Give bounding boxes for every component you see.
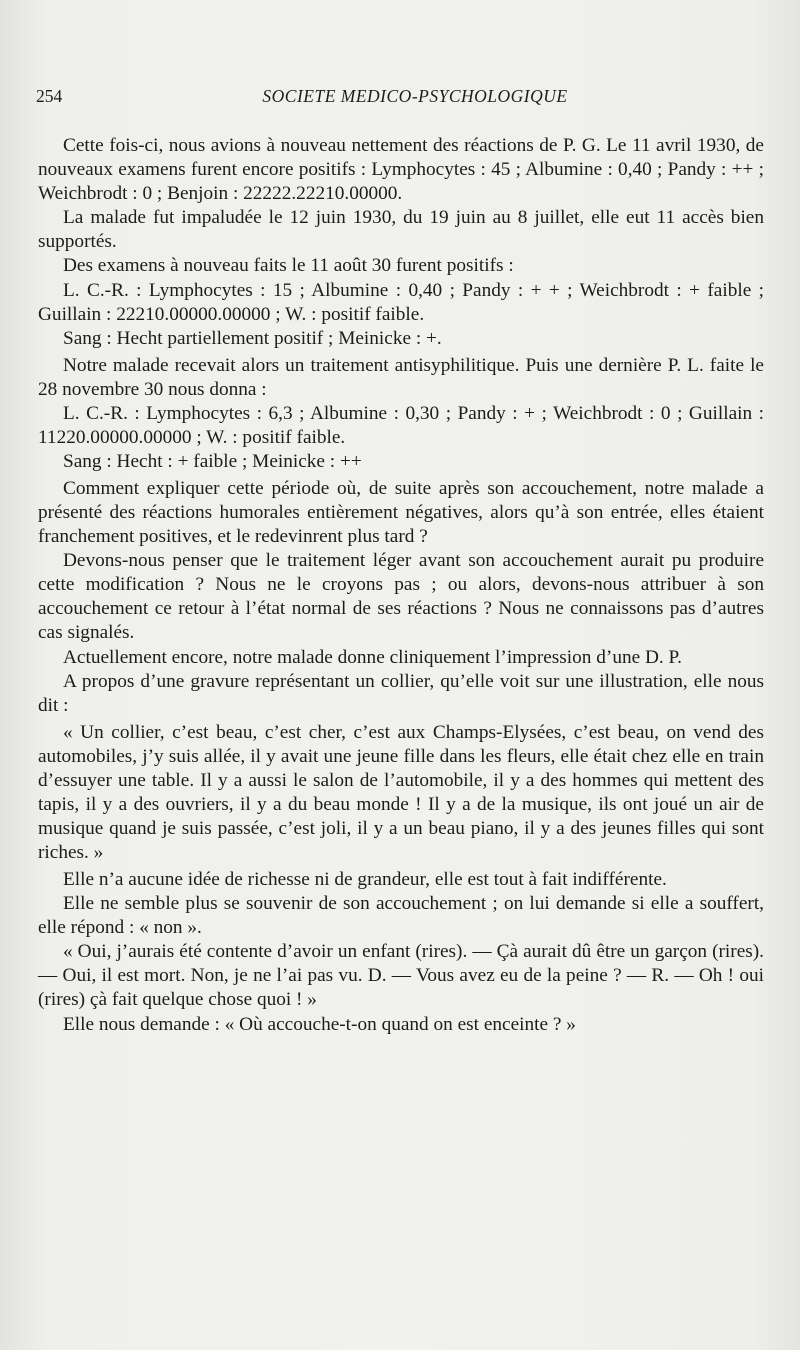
paragraph-4: L. C.-R. : Lymphocytes : 15 ; Albumine : 0,40 ; Pandy : + + ; Weichbrodt : + faible ; Guillain : 22210.00000.00000 ; W. : positif faible. xyxy=(38,279,764,325)
paragraph-6: Notre malade recevait alors un traitement antisyphilitique. Puis une dernière P. L. faite le 28 novembre 30 nous donna : xyxy=(38,354,764,400)
paragraph-2: La malade fut impaludée le 12 juin 1930, du 19 juin au 8 juillet, elle eut 11 accès bien supportés. xyxy=(38,207,764,253)
body-text xyxy=(38,134,764,1037)
paragraph-3: Des examens à nouveau faits le 11 août 30 furent positifs : xyxy=(63,255,514,277)
paragraph-14: Elle n’a aucune idée de richesse ni de grandeur, elle est tout à fait indifférente. xyxy=(63,869,667,890)
paragraph-5: Sang : Hecht partiellement positif ; Meinicke : +. xyxy=(63,327,442,349)
paragraph-11: Actuellement encore, notre malade donne cliniquement l’impression d’une D. P. xyxy=(63,646,682,668)
paragraph-10: Devons-nous penser que le traitement léger avant son accouchement aurait pu produire cette modification ? Nous ne le croyons pas ; ou alors, devons-nous attribuer à son accouchement ce retour à l’état normal de ses réactions ? Nous ne connaissons pas d’autres cas signalés. xyxy=(38,550,764,644)
paragraph-7: L. C.-R. : Lymphocytes : 6,3 ; Albumine : 0,30 ; Pandy : + ; Weichbrodt : 0 ; Guillain : 11220.00000.00000 ; W. : positif faible. xyxy=(38,402,764,448)
paragraph-15: Elle ne semble plus se souvenir de son accouchement ; on lui demande si elle a souffert, elle répond : « non ». xyxy=(38,893,764,939)
paragraph-13: « Un collier, c’est beau, c’est cher, c’est aux Champs-Elysées, c’est beau, on vend des automobiles, j’y suis allée, il y avait une jeune fille dans les fleurs, elle était chez elle en train d’essuyer une table. Il y a aussi le salon de l’automobile, il y a des hommes qui mettent des tapis, il y a des ouvriers, il y a du beau monde ! Il y a de la musique, ils ont joué un air de musique quand je suis passée, c’est joli, il y a un beau piano, il y a des jeunes filles qui sont riches. » xyxy=(38,721,764,864)
paragraph-12: A propos d’une gravure représentant un collier, qu’elle voit sur une illustration, elle nous dit : xyxy=(38,670,764,716)
paragraph-1: Cette fois-ci, nous avions à nouveau nettement des réactions de P. G. Le 11 avril 1930, de nouveaux examens furent encore positifs : Lymphocytes : 45 ; Albumine : 0,40 ; Pandy : ++ ; Weichbrodt : 0 ; Benjoin : 22222.22210.00000. xyxy=(38,135,764,205)
running-title: SOCIETE MEDICO-PSYCHOLOGIQUE xyxy=(262,86,568,106)
paragraph-17: Elle nous demande : « Où accouche-t-on quand on est enceinte ? » xyxy=(63,1013,576,1035)
paragraph-9: Comment expliquer cette période où, de suite après son accouchement, notre malade a présenté des réactions humorales entièrement négatives, alors qu’à son entrée, elles étaient franchement positives, et le redevinrent plus tard ? xyxy=(38,477,764,548)
paragraph-8: Sang : Hecht : + faible ; Meinicke : ++ xyxy=(63,451,362,473)
paragraph-16: « Oui, j’aurais été contente d’avoir un enfant (rires). — Çà aurait dû être un garçon (rires). — Oui, il est mort. Non, je ne l’ai pas vu. D. — Vous avez eu de la peine ? — R. — Oh ! oui (rires) çà fait quelque chose quoi ! » xyxy=(38,941,764,1011)
page-number: 254 xyxy=(36,86,63,106)
page-header xyxy=(36,86,764,112)
